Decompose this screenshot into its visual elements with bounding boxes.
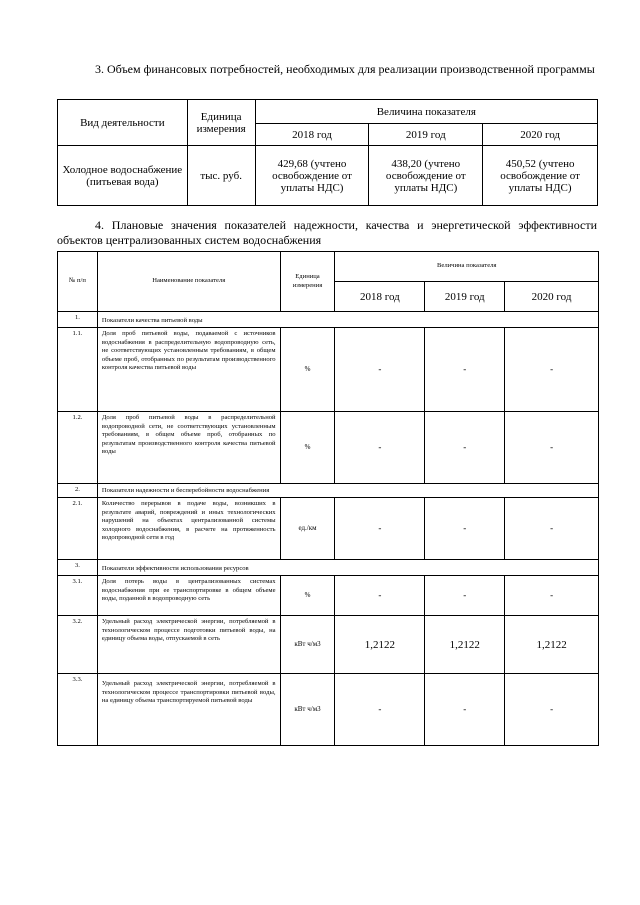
header-unit: Единица измерения	[280, 252, 335, 312]
value-2018: -	[335, 328, 425, 412]
header-year-2020: 2020 год	[483, 124, 598, 146]
indicator-unit: кВт ч/м3	[280, 616, 335, 674]
row-num: 1.2.	[58, 412, 98, 484]
section-num: 2.	[58, 484, 98, 498]
indicator-unit: ед./км	[280, 498, 335, 560]
indicator-unit: %	[280, 412, 335, 484]
indicator-unit: кВт ч/м3	[280, 674, 335, 746]
value-2019: -	[425, 576, 505, 616]
indicator-unit: %	[280, 576, 335, 616]
header-value: Величина показателя	[255, 100, 597, 124]
unit-cell: тыс. руб.	[187, 146, 255, 206]
value-2019: 438,20 (учтено освобождение от уплаты НДС)	[369, 146, 483, 206]
activity-cell: Холодное водоснабжение (питьевая вода)	[58, 146, 188, 206]
indicator-name: Доля потерь воды в централизованных системах водоснабжения при ее транспортировке в общем объеме воды, поданной в водопроводную сеть	[97, 576, 280, 616]
value-2020: -	[505, 328, 599, 412]
indicator-name: Удельный расход электрической энергии, потребляемой в технологическом процессе транспортировки питьевой воды, на единицу объема транспортируемой питьевой воды	[97, 674, 280, 746]
header-year-2020: 2020 год	[505, 282, 599, 312]
value-2019: -	[425, 412, 505, 484]
section-num: 3.	[58, 560, 98, 576]
header-year-2019: 2019 год	[425, 282, 505, 312]
value-2018: -	[335, 674, 425, 746]
value-2018: 429,68 (учтено освобождение от уплаты НДС)	[255, 146, 369, 206]
value-2018: -	[335, 412, 425, 484]
value-2019: 1,2122	[425, 616, 505, 674]
section-title: Показатели качества питьевой воды	[97, 312, 598, 328]
header-year-2019: 2019 год	[369, 124, 483, 146]
header-name: Наименование показателя	[97, 252, 280, 312]
section-title: Показатели эффективности использования ресурсов	[97, 560, 598, 576]
row-num: 3.3.	[58, 674, 98, 746]
value-2020: 1,2122	[505, 616, 599, 674]
row-num: 2.1.	[58, 498, 98, 560]
header-unit: Единица измерения	[187, 100, 255, 146]
indicator-name: Удельный расход электрической энергии, потребляемой в технологическом процессе подготовки питьевой воды, на единицу объема воды, отпускаемой в сеть	[97, 616, 280, 674]
header-activity: Вид деятельности	[58, 100, 188, 146]
indicator-name: Количество перерывов в подаче воды, возникших в результате аварий, повреждений и иных технологических нарушений на объектах централизованной системы холодного водоснабжения, в расчете на протяженность водопроводной сети в год	[97, 498, 280, 560]
indicator-name: Доля проб питьевой воды в распределительной водопроводной сети, не соответствующих установленным требованиям, в общем объеме проб, отобранных по результатам производственного контроля качества питьевой воды	[97, 412, 280, 484]
indicator-unit: %	[280, 328, 335, 412]
section-3-heading: 3. Объем финансовых потребностей, необходимых для реализации производственной программы	[95, 62, 595, 76]
row-num: 3.1.	[58, 576, 98, 616]
value-2020: 450,52 (учтено освобождение от уплаты НДС)	[483, 146, 598, 206]
value-2019: -	[425, 674, 505, 746]
row-num: 3.2.	[58, 616, 98, 674]
value-2020: -	[505, 674, 599, 746]
header-value: Величина показателя	[335, 252, 599, 282]
value-2020: -	[505, 412, 599, 484]
value-2018: 1,2122	[335, 616, 425, 674]
indicator-name: Доля проб питьевой воды, подаваемой с источников водоснабжения в распределительную водопроводную сеть, не соответствующих установленным требованиям, в общем объеме проб, отобранных по результатам производственного контроля качества питьевой воды	[97, 328, 280, 412]
financial-needs-table	[57, 99, 598, 206]
value-2020: -	[505, 576, 599, 616]
header-year-2018: 2018 год	[255, 124, 369, 146]
value-2019: -	[425, 328, 505, 412]
section-4-heading: 4. Плановые значения показателей надежности, качества и энергетической эффективности объектов централизованных систем водоснабжения	[57, 218, 597, 247]
value-2018: -	[335, 498, 425, 560]
header-num: № п/п	[58, 252, 98, 312]
section-num: 1.	[58, 312, 98, 328]
row-num: 1.1.	[58, 328, 98, 412]
header-year-2018: 2018 год	[335, 282, 425, 312]
value-2020: -	[505, 498, 599, 560]
section-title: Показатели надежности и бесперебойности водоснабжения	[97, 484, 598, 498]
value-2019: -	[425, 498, 505, 560]
value-2018: -	[335, 576, 425, 616]
indicators-table	[57, 251, 599, 746]
